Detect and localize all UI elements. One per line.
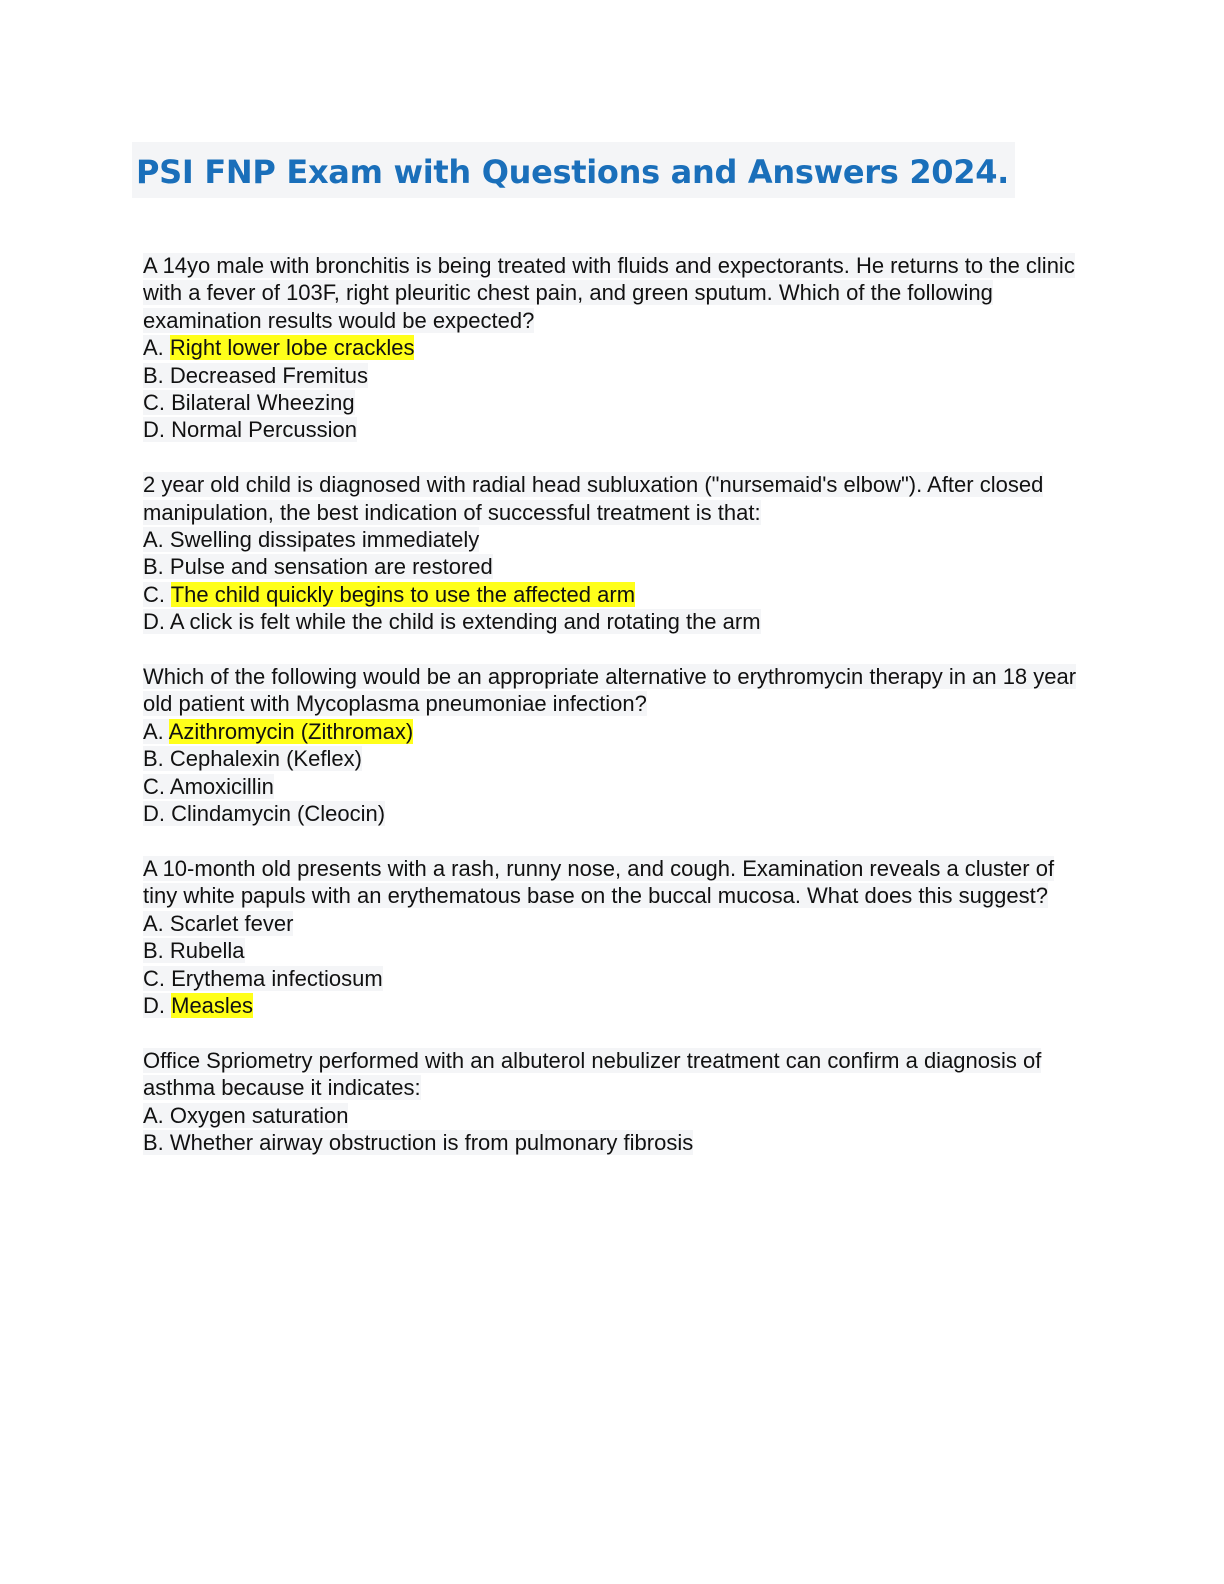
question-stem: Office Spriometry performed with an albuterol nebulizer treatment can confirm a diagnosis of asthma because it indicates: — [143, 1047, 1042, 1101]
option-a: A. Right lower lobe crackles — [143, 335, 415, 361]
option-c: C. The child quickly begins to use the affected arm — [143, 581, 636, 607]
highlighted-answer: Azithromycin (Zithromax) — [168, 718, 414, 744]
option-c: C. Amoxicillin — [143, 773, 274, 799]
highlighted-answer: Right lower lobe crackles — [169, 335, 415, 361]
option-b: B. Whether airway obstruction is from pulmonary fibrosis — [143, 1129, 694, 1155]
question-list — [143, 252, 1083, 1184]
question-4 — [143, 855, 1083, 1019]
question-1 — [143, 252, 1083, 444]
question-stem: A 10-month old presents with a rash, runny nose, and cough. Examination reveals a cluster of tiny white papuls with an erythematous base on the buccal mucosa. What does this suggest? — [143, 855, 1055, 909]
option-a: A. Oxygen saturation — [143, 1102, 349, 1128]
question-stem: A 14yo male with bronchitis is being treated with fluids and expectorants. He returns to the clinic with a fever of 103F, right pleuritic chest pain, and green sputum. Which of the following examination results would be expected? — [143, 253, 1075, 333]
option-b: B. Cephalexin (Keflex) — [143, 746, 362, 772]
highlighted-answer: The child quickly begins to use the affected arm — [170, 581, 636, 607]
option-c: C. Erythema infectiosum — [143, 965, 383, 991]
question-stem: Which of the following would be an appropriate alternative to erythromycin therapy in an 18 year old patient with Mycoplasma pneumoniae infection? — [143, 664, 1077, 717]
highlighted-answer: Measles — [171, 992, 254, 1018]
question-3 — [143, 663, 1083, 827]
question-2 — [143, 471, 1083, 635]
option-b: B. Rubella — [143, 938, 245, 964]
option-a: A. Swelling dissipates immediately — [143, 527, 480, 553]
option-a: A. Scarlet fever — [143, 910, 294, 936]
option-b: B. Decreased Fremitus — [143, 362, 368, 388]
option-b: B. Pulse and sensation are restored — [143, 554, 493, 580]
option-c: C. Bilateral Wheezing — [143, 390, 355, 416]
question-5 — [143, 1047, 1083, 1157]
option-d: D. Normal Percussion — [143, 417, 357, 443]
page-title: PSI FNP Exam with Questions and Answers 2024. — [132, 142, 1015, 198]
option-d: D. Measles — [143, 992, 254, 1018]
option-d: D. Clindamycin (Cleocin) — [143, 801, 386, 827]
option-d: D. A click is felt while the child is extending and rotating the arm — [143, 609, 761, 635]
option-a: A. Azithromycin (Zithromax) — [143, 718, 414, 744]
question-stem: 2 year old child is diagnosed with radial head subluxation ("nursemaid's elbow"). After closed manipulation, the best indication of successful treatment is that: — [143, 472, 1044, 525]
